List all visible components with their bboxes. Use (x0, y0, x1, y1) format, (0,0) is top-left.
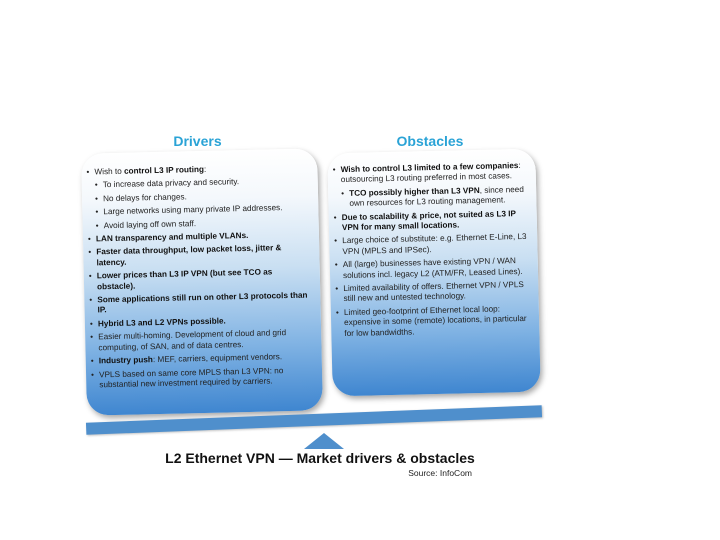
obstacle-subitem: • TCO possibly higher than L3 VPN, since need own resources for L3 routing management. (340, 185, 528, 210)
driver-subitem: • No delays for changes. (94, 189, 310, 204)
slide-title: L2 Ethernet VPN — Market drivers & obstacles (165, 450, 475, 466)
driver-item: • Lower prices than L3 IP VPN (but see TCO as obstacle). (88, 267, 312, 293)
driver-item: • Some applications still run on other L3 protocols than IP. (88, 291, 312, 317)
obstacle-item: • Limited availability of offers. Ethernet VPN / VPLS still new and untested technology. (334, 280, 530, 305)
driver-subitem: • Avoid laying off own staff. (95, 216, 311, 231)
obstacle-item: • Due to scalability & price, not suited as L3 IP VPN for many small locations. (333, 208, 529, 233)
driver-item: • Faster data throughput, low packet loss, jitter & latency. (87, 243, 311, 269)
driver-item: • LAN transparency and multiple VLANs. (87, 230, 311, 245)
driver-item: • Industry push: MEF, carriers, equipment vendors. (90, 352, 314, 367)
obstacle-item: • Wish to control L3 limited to a few companies: outsourcing L3 routing preferred in most cases. (332, 161, 528, 186)
fulcrum-triangle (304, 433, 344, 449)
obstacles-panel (327, 149, 540, 397)
driver-item: • Hybrid L3 and L2 VPNs possible. (89, 314, 313, 329)
drivers-list (85, 163, 314, 391)
driver-item: • VPLS based on same core MPLS than L3 VPN: no substantial new investment required by carriers. (90, 365, 314, 391)
obstacle-item: • Limited geo-footprint of Ethernet local loop: expensive in some (remote) locations, in particular for low bandwidths. (335, 304, 532, 340)
driver-item: • Easier multi-homing. Development of cloud and grid computing, of SAN, and of data centres. (89, 328, 313, 354)
source-caption: Source: InfoCom (408, 468, 472, 478)
drivers-panel (81, 148, 323, 415)
obstacles-list (332, 161, 532, 339)
obstacles-heading: Obstacles (396, 133, 464, 149)
driver-subitem: • Large networks using many private IP addresses. (94, 203, 310, 218)
obstacle-item: • Large choice of substitute: e.g. Ethernet E-Line, L3 VPN (MPLS and IPSec). (333, 232, 529, 257)
driver-item: • Wish to control L3 IP routing: (85, 163, 309, 178)
obstacle-item: • All (large) businesses have existing VPN / WAN solutions incl. legacy L2 (ATM/FR, Leased Lines). (334, 256, 530, 281)
drivers-heading: Drivers (173, 133, 222, 149)
driver-subitem: • To increase data privacy and security. (94, 176, 310, 191)
